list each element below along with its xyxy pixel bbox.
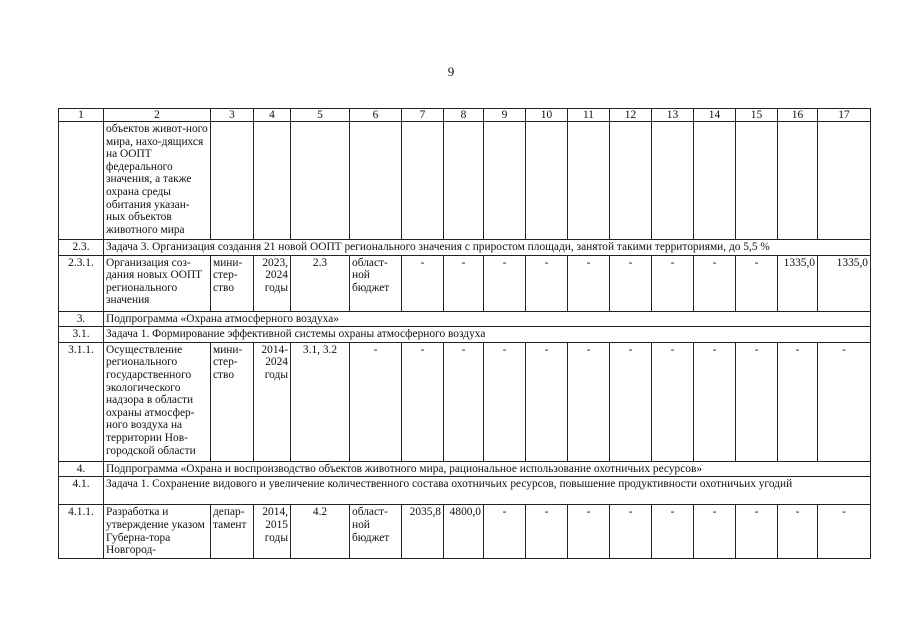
- value-cell: -: [818, 505, 871, 559]
- value-cell: -: [736, 342, 778, 461]
- activity-name: Организация соз-дания новых ООПТ регионального значения: [104, 255, 211, 311]
- row-number: 2.3.: [59, 240, 104, 256]
- header-cell: 3: [211, 109, 254, 122]
- row-number: 4.1.1.: [59, 505, 104, 559]
- value-cell: -: [694, 255, 736, 311]
- executor: мини-стер-ство: [211, 255, 254, 311]
- value-cell: -: [736, 505, 778, 559]
- period: 2014-2024 годы: [254, 342, 291, 461]
- value-cell: -: [778, 342, 818, 461]
- value-cell: -: [694, 505, 736, 559]
- row-number: 2.3.1.: [59, 255, 104, 311]
- value-cell: -: [526, 505, 568, 559]
- task-row: [59, 477, 871, 505]
- header-cell: 14: [694, 109, 736, 122]
- task-title: Задача 1. Сохранение видового и увеличение количественного состава охотничьих ресурсов, повышение продуктивности охотничьих угодий: [104, 477, 871, 505]
- page-number: 9: [447, 64, 455, 79]
- header-cell: 12: [610, 109, 652, 122]
- header-cell: 5: [291, 109, 350, 122]
- value-cell: -: [484, 342, 526, 461]
- subprogram-title: Подпрограмма «Охрана атмосферного воздуха»: [104, 311, 871, 327]
- row-number: 3.: [59, 311, 104, 327]
- task-row: [59, 327, 871, 343]
- task-row: [59, 240, 871, 256]
- header-cell: 4: [254, 109, 291, 122]
- activity-name: Разработка и утверждение указом Губерна-тора Новгород-: [104, 505, 211, 559]
- value-cell: -: [652, 505, 694, 559]
- value-cell: -: [652, 255, 694, 311]
- value-cell: -: [610, 505, 652, 559]
- value-cell: -: [568, 255, 610, 311]
- table-row: [59, 122, 871, 240]
- table-header-row: [59, 109, 871, 122]
- activity-name: Осуществление регионального государственного экологического надзора в области охраны атмосфер-ного воздуха на территории Нов-городской области: [104, 342, 211, 461]
- target-indicator: 3.1, 3.2: [291, 342, 350, 461]
- value-cell: -: [610, 255, 652, 311]
- row-number: 4.1.: [59, 477, 104, 505]
- value-cell: -: [444, 255, 484, 311]
- value-cell: -: [526, 255, 568, 311]
- value-cell: -: [402, 255, 444, 311]
- value-cell: 1335,0: [778, 255, 818, 311]
- subprogram-row: [59, 461, 871, 477]
- value-cell: -: [526, 342, 568, 461]
- header-cell: 16: [778, 109, 818, 122]
- row-number: 4.: [59, 461, 104, 477]
- target-indicator: 2.3: [291, 255, 350, 311]
- subprogram-title: Подпрограмма «Охрана и воспроизводство объектов животного мира, рациональное использование охотничьих ресурсов»: [104, 461, 871, 477]
- funding-source: област-ной бюджет: [350, 255, 402, 311]
- value-cell: -: [568, 342, 610, 461]
- value-cell: 4800,0: [444, 505, 484, 559]
- funding-source: област-ной бюджет: [350, 505, 402, 559]
- table-row: [59, 505, 871, 559]
- value-cell: 1335,0: [818, 255, 871, 311]
- value-cell: -: [736, 255, 778, 311]
- value-cell: -: [694, 342, 736, 461]
- header-cell: 17: [818, 109, 871, 122]
- row-number: 3.1.: [59, 327, 104, 343]
- row-number: 3.1.1.: [59, 342, 104, 461]
- header-cell: 9: [484, 109, 526, 122]
- header-cell: 13: [652, 109, 694, 122]
- header-cell: 11: [568, 109, 610, 122]
- executor: депар-тамент: [211, 505, 254, 559]
- table-row: [59, 255, 871, 311]
- value-cell: -: [444, 342, 484, 461]
- header-cell: 1: [59, 109, 104, 122]
- task-title: Задача 1. Формирование эффективной системы охраны атмосферного воздуха: [104, 327, 871, 343]
- table-row: [59, 342, 871, 461]
- header-cell: 6: [350, 109, 402, 122]
- header-cell: 15: [736, 109, 778, 122]
- value-cell: -: [402, 342, 444, 461]
- value-cell: -: [568, 505, 610, 559]
- value-cell: -: [610, 342, 652, 461]
- subprogram-row: [59, 311, 871, 327]
- header-cell: 10: [526, 109, 568, 122]
- value-cell: -: [484, 255, 526, 311]
- period: 2023, 2024 годы: [254, 255, 291, 311]
- value-cell: -: [350, 342, 402, 461]
- value-cell: 2035,8: [402, 505, 444, 559]
- target-indicator: 4.2: [291, 505, 350, 559]
- task-title: Задача 3. Организация создания 21 новой ООПТ регионального значения с приростом площади, занятой такими территориями, до 5,5 %: [104, 240, 871, 256]
- value-cell: -: [484, 505, 526, 559]
- value-cell: -: [778, 505, 818, 559]
- activity-name: объектов живот-ного мира, нахо-дящихся на ООПТ федерального значения, а также охрана среды обитания указан-ных объектов животного мира: [104, 122, 211, 240]
- header-cell: 8: [444, 109, 484, 122]
- period: 2014, 2015 годы: [254, 505, 291, 559]
- value-cell: -: [652, 342, 694, 461]
- value-cell: -: [818, 342, 871, 461]
- program-table: [58, 108, 871, 559]
- header-cell: 7: [402, 109, 444, 122]
- header-cell: 2: [104, 109, 211, 122]
- executor: мини-стер-ство: [211, 342, 254, 461]
